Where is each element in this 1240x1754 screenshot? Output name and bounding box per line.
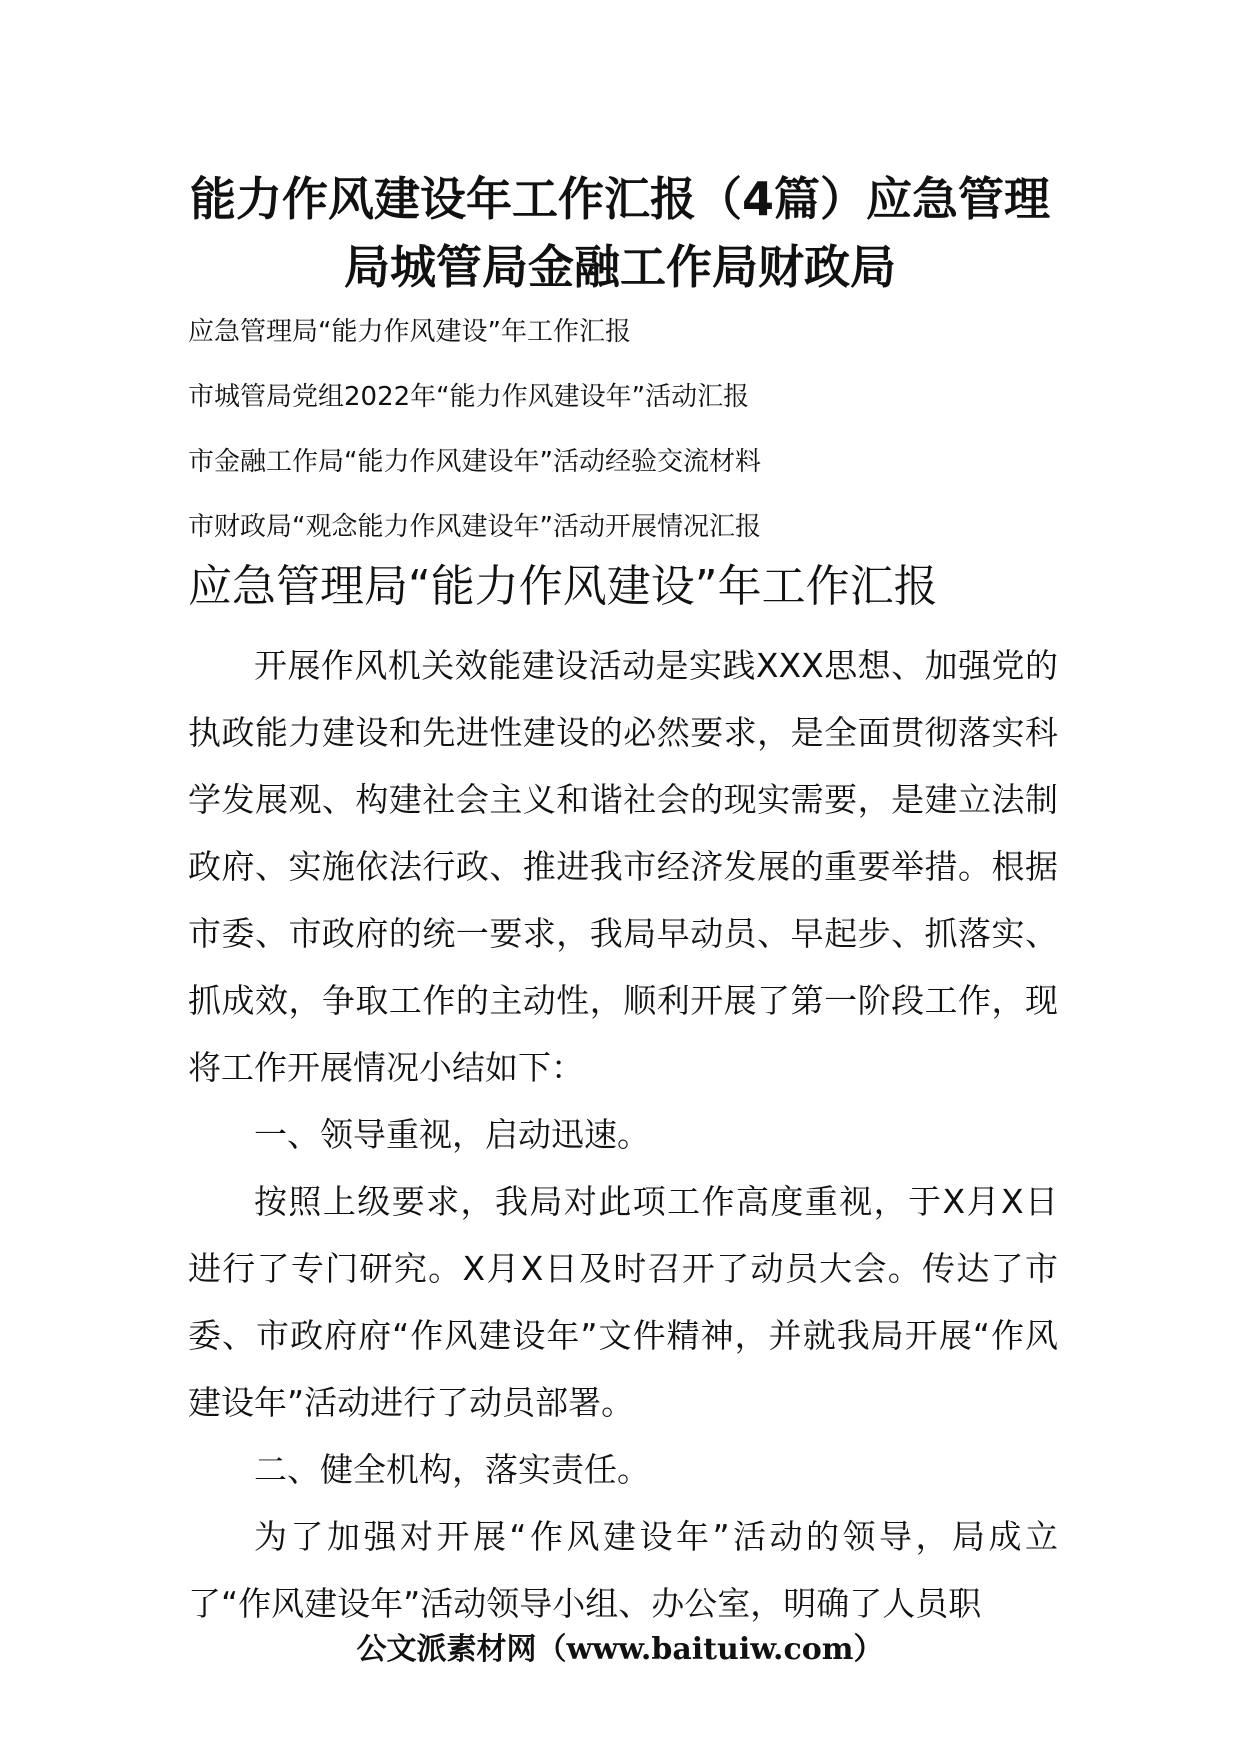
section-title: 应急管理局“能力作风建设”年工作汇报 xyxy=(188,561,938,612)
body-text xyxy=(188,632,1058,1637)
toc-item: 市城管局党组2022年“能力作风建设年”活动汇报 xyxy=(188,382,750,412)
toc-item: 应急管理局“能力作风建设”年工作汇报 xyxy=(188,317,631,347)
document-title-line-2: 局城管局金融工作局财政局 xyxy=(344,240,896,294)
table-of-contents xyxy=(188,300,761,560)
toc-item: 市财政局“观念能力作风建设年”活动开展情况汇报 xyxy=(188,512,761,542)
paragraph: 按照上级要求，我局对此项工作高度重视，于X月X日进行了专门研究。X月X日及时召开了动员大会。传达了市委、市政府府“作风建设年”文件精神，并就我局开展“作风建设年”活动进行了动员部署。 xyxy=(188,1182,1058,1422)
footer-watermark: 公文派素材网（www.baituiw.com） xyxy=(356,1632,884,1667)
document-title-line-1: 能力作风建设年工作汇报（4篇）应急管理 xyxy=(189,172,1050,226)
section-heading: 一、领导重视，启动迅速。 xyxy=(254,1115,650,1154)
toc-item: 市金融工作局“能力作风建设年”活动经验交流材料 xyxy=(188,447,761,477)
paragraph: 为了加强对开展“作风建设年”活动的领导，局成立了“作风建设年”活动领导小组、办公室，明确了人员职 xyxy=(188,1517,1058,1623)
document-title xyxy=(150,165,1090,301)
paragraph: 开展作风机关效能建设活动是实践XXX思想、加强党的执政能力建设和先进性建设的必然要求，是全面贯彻落实科学发展观、构建社会主义和谐社会的现实需要，是建立法制政府、实施依法行政、推进我市经济发展的重要举措。根据市委、市政府的统一要求，我局早动员、早起步、抓落实、抓成效，争取工作的主动性，顺利开展了第一阶段工作，现将工作开展情况小结如下： xyxy=(188,646,1058,1087)
section-heading: 二、健全机构，落实责任。 xyxy=(254,1450,650,1489)
